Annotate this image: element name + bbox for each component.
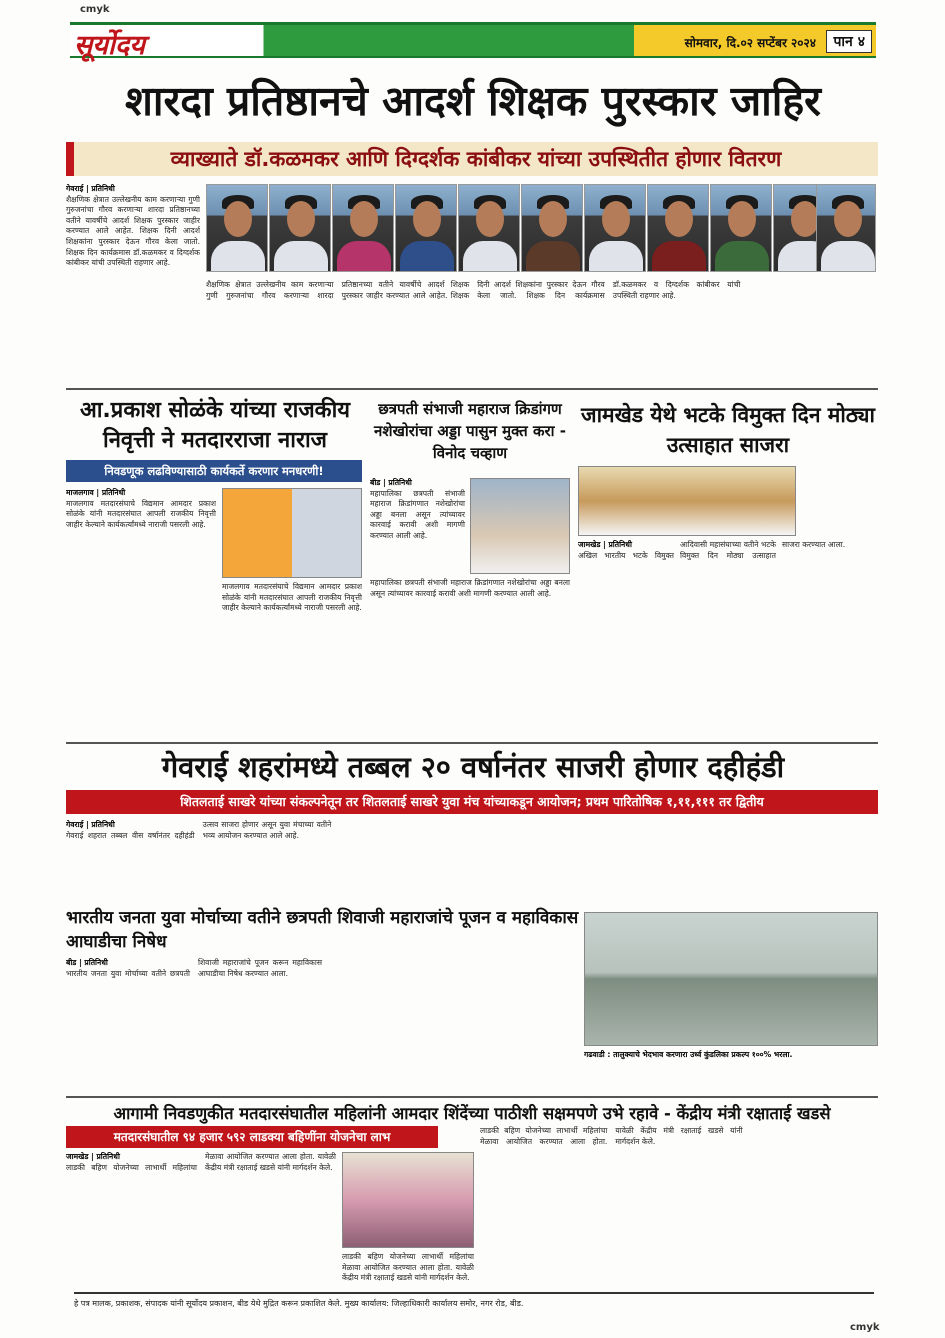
story4-dateline: जामखेड | प्रतिनिधी xyxy=(578,540,632,549)
story7-dateline: जामखेड | प्रतिनिधी xyxy=(66,1152,120,1161)
masthead xyxy=(70,22,876,61)
story7-headline: आगामी निवडणुकीत मतदारसंघातील महिलांनी आमदार शिंदेंच्या पाठीशी सक्षमपणे उभे रहावे - केंद्रीय मंत्री रक्षाताई खडसे xyxy=(113,1104,831,1123)
lead-dateline: गेवराई | प्रतिनिधी xyxy=(66,184,115,193)
teacher-photo-7 xyxy=(584,184,646,272)
teacher-photo-11 xyxy=(816,184,876,272)
story3-text: महापालिका छत्रपती संभाजी महाराज क्रिडांगणात नशेखोरांचा अड्डा बनला असून त्यांच्यावर कारवाई करावी अशी मागणी करण्यात आली आहे. xyxy=(370,488,465,540)
teacher-photo-8 xyxy=(647,184,709,272)
story5-band: शितलताई साखरे यांच्या संकल्पनेतून तर शितलताई साखरे युवा मंच यांच्याकडून आयोजन; प्रथम पारितोषिक १,११,१११ तर द्वितीय xyxy=(66,790,878,814)
story2-photo xyxy=(222,488,362,578)
story3-continuation: महापालिका छत्रपती संभाजी महाराज क्रिडांगणात नशेखोरांचा अड्डा बनला असून त्यांच्यावर कारवाई करावी अशी मागणी करण्यात आली आहे. xyxy=(370,578,570,598)
story3-dateline: बीड | प्रतिनिधी xyxy=(370,478,412,487)
story3-lead xyxy=(370,478,465,574)
story7-continuation: लाडकी बहिण योजनेच्या लाभार्थी महिलांचा मेळावा आयोजित करण्यात आला होता. यावेळी केंद्रीय मंत्री रक्षाताई खडसे यांनी मार्गदर्शन केले. xyxy=(480,1126,743,1146)
story7-body xyxy=(66,1152,336,1286)
divider xyxy=(66,388,878,390)
story2-body xyxy=(66,488,216,738)
masthead-logo: सूर्योदय xyxy=(74,30,145,61)
lead-text: शैक्षणिक क्षेत्रात उल्लेखनीय काम करणाऱ्या गुणी गुरुजनांचा गौरव करणाऱ्या शारदा प्रतिष्ठानच्या वतीने यावर्षीचे आदर्श शिक्षक पुरस्कार जाहीर करण्यात आले आहेत. शिक्षक दिनी आदर्श शिक्षकांना पुरस्कार देऊन गौरव केला जातो. शिक्षक दिन कार्यक्रमास डॉ.कळमकर व दिग्दर्शक कांबीकर यांची उपस्थिती राहणार आहे. xyxy=(66,194,200,268)
dam-photo-caption: गढवाडी : तालुक्याचे भेदभाव करणारा उर्ध्व कुंडलिका प्रकल्प १००% भरला. xyxy=(584,1050,793,1059)
story6-headline: भारतीय जनता युवा मोर्चाच्या वतीने छत्रपती शिवाजी महाराजांचे पूजन व महाविकास आघाडीचा निषेध xyxy=(66,908,579,952)
story5-headline: गेवराई शहरांमध्ये तब्बल २० वर्षानंतर साजरी होणार दहीहंडी xyxy=(161,750,785,784)
divider xyxy=(66,742,878,744)
story2-text: माजलगाव मतदारसंघाचे विद्यमान आमदार प्रकाश सोळंके यांनी मतदारसंघात आपली राजकीय निवृत्ती जाहीर केल्याने कार्यकर्त्यांमध्ये नाराजी पसरली आहे. xyxy=(66,498,216,529)
story6-text: भारतीय जनता युवा मोर्चाच्या वतीने छत्रपती शिवाजी महाराजांचे पूजन करून महाविकास आघाडीचा निषेध करण्यात आला. xyxy=(66,958,322,978)
teacher-photo-9 xyxy=(710,184,772,272)
story3-headline: छत्रपती संभाजी महाराज क्रिडांगण नशेखोरांचा अड्डा पासुन मुक्त करा - विनोद चव्हाण xyxy=(374,400,566,462)
masthead-date: सोमवार, दि.०२ सप्टेंबर २०२४ xyxy=(684,36,816,50)
teacher-photo-3 xyxy=(332,184,394,272)
story4-body xyxy=(578,540,878,738)
story2-continuation: माजलगाव मतदारसंघाचे विद्यमान आमदार प्रकाश सोळंके यांनी मतदारसंघात आपली राजकीय निवृत्ती जाहीर केल्याने कार्यकर्त्यांमध्ये नाराजी पसरली आहे. xyxy=(222,582,362,613)
story7-photo-note: लाडकी बहिण योजनेच्या लाभार्थी महिलांचा मेळावा आयोजित करण्यात आला होता. यावेळी केंद्रीय मंत्री रक्षाताई खडसे यांनी मार्गदर्शन केले. xyxy=(342,1252,474,1283)
dam-photo xyxy=(584,912,878,1046)
story7-text: लाडकी बहिण योजनेच्या लाभार्थी महिलांचा मेळावा आयोजित करण्यात आला होता. यावेळी केंद्रीय मंत्री रक्षाताई खडसे यांनी मार्गदर्शन केले. xyxy=(66,1152,336,1172)
page-number: पान ४ xyxy=(826,30,872,53)
cmyk-mark-top: cmyk xyxy=(80,4,110,15)
divider xyxy=(66,1096,878,1098)
story7-band: मतदारसंघातील ९४ हजार ५९२ लाडक्या बहिणींना योजनेचा लाभ xyxy=(66,1126,438,1148)
story7-photo xyxy=(342,1152,474,1248)
lead-body xyxy=(66,184,200,382)
teacher-photo-6 xyxy=(521,184,583,272)
story4-text: अखिल भारतीय भटके विमुक्त आदिवासी महासंघाच्या वतीने भटके विमुक्त दिन मोठ्या उत्साहात साजरा करण्यात आला. xyxy=(578,540,846,560)
story2-band: निवडणूक लढविण्यासाठी कार्यकर्ते करणार मनधरणी! xyxy=(66,460,362,482)
story5-dateline: गेवराई | प्रतिनिधी xyxy=(66,820,115,829)
lead-subhead: व्याख्याते डॉ.कळमकर आणि दिग्दर्शक कांबीकर यांच्या उपस्थितीत होणार वितरण xyxy=(66,142,878,176)
teacher-photo-2 xyxy=(269,184,331,272)
story5-body xyxy=(66,820,878,902)
teacher-photo-5 xyxy=(458,184,520,272)
story2-headline: आ.प्रकाश सोळंके यांच्या राजकीय निवृत्ती ने मतदारराजा नाराज xyxy=(79,398,351,453)
story3-photo xyxy=(470,478,570,574)
story4-photo xyxy=(578,466,796,536)
story2-dateline: माजलगाव | प्रतिनिधी xyxy=(66,488,126,497)
imprint-footer: हे पत्र मालक, प्रकाशक, संपादक यांनी सूर्योदय प्रकाशन, बीड येथे मुद्रित करून प्रकाशित केले. मुख्य कार्यालय: जिल्हाधिकारी कार्यालय समोर, नगर रोड, बीड. xyxy=(74,1292,874,1309)
story6-body xyxy=(66,958,586,1094)
story4-headline: जामखेड येथे भटके विमुक्त दिन मोठ्या उत्साहात साजरा xyxy=(581,403,875,457)
lead-continuation: शैक्षणिक क्षेत्रात उल्लेखनीय काम करणाऱ्या गुणी गुरुजनांचा गौरव करणाऱ्या शारदा प्रतिष्ठानच्या वतीने यावर्षीचे आदर्श शिक्षक पुरस्कार जाहीर करण्यात आले आहेत. शिक्षक दिनी आदर्श शिक्षकांना पुरस्कार देऊन गौरव केला जातो. शिक्षक दिन कार्यक्रमास डॉ.कळमकर व दिग्दर्शक कांबीकर यांची उपस्थिती राहणार आहे. xyxy=(206,280,741,300)
story6-dateline: बीड | प्रतिनिधी xyxy=(66,958,108,967)
lead-headline: शारदा प्रतिष्ठानचे आदर्श शिक्षक पुरस्कार जाहिर xyxy=(125,77,821,125)
teacher-photo-1 xyxy=(206,184,268,272)
teacher-photo-4 xyxy=(395,184,457,272)
story5-text: गेवराई शहरात तब्बल वीस वर्षानंतर दहीहंडी उत्सव साजरा होणार असून युवा मंचाच्या वतीने भव्य आयोजन करण्यात आले आहे. xyxy=(66,820,332,840)
cmyk-mark-bottom: cmyk xyxy=(850,1322,880,1333)
